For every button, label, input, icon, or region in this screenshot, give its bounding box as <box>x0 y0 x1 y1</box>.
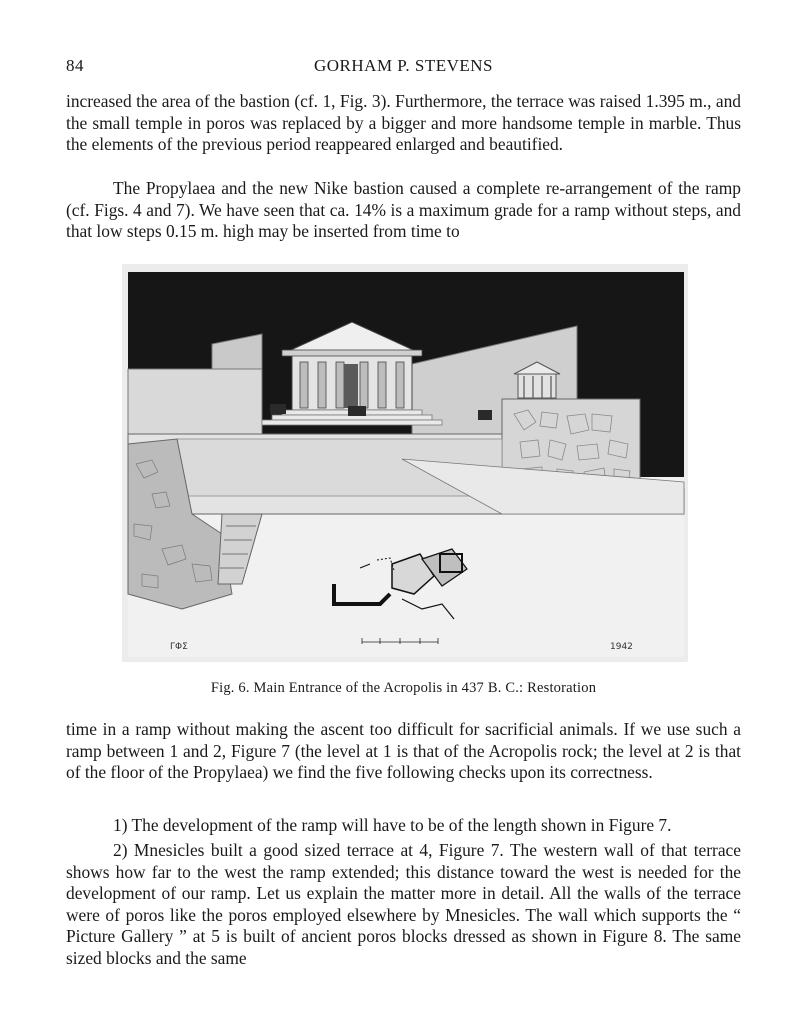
figure-restoration-drawing <box>122 264 688 662</box>
paragraph-1: increased the area of the bastion (cf. 1, Fig. 3). Furthermore, the terrace was raised 1.395 m., and the small temple in poros was replaced by a bigger and more handsome temple in marble. Thus the elements of the previous period reappeared enlarged and beautified. <box>66 91 741 155</box>
drawing-date: 1942 <box>610 642 633 652</box>
paragraph-5: 2) Mnesicles built a good sized terrace at 4, Figure 7. The western wall of that terrace shows how far to the west the ramp extended; this distance toward the west is needed for the development of our ramp. Let us explain the matter more in detail. All the walls of the terrace were of poros like the poros employed elsewhere by Mnesicles. The wall which supports the “ Picture Gallery ” at 5 is built of ancient poros blocks dressed as shown in Figure 8. The same sized blocks and the same <box>66 840 741 968</box>
restoration-drawing <box>122 264 688 662</box>
figure-caption: Fig. 6. Main Entrance of the Acropolis in 437 B. C.: Restoration <box>210 680 597 696</box>
page-header <box>66 56 741 78</box>
paragraph-2: The Propylaea and the new Nike bastion caused a complete re-arrangement of the ramp (cf. Figs. 4 and 7). We have seen that ca. 14% is a maximum grade for a ramp without steps, and that low steps 0.15 m. high may be inserted from time to <box>66 178 741 242</box>
running-title: GORHAM P. STEVENS <box>314 56 493 75</box>
artist-signature: ΓΦΣ <box>170 642 188 652</box>
paragraph-3: time in a ramp without making the ascent too difficult for sacrificial animals. If we use such a ramp between 1 and 2, Figure 7 (the level at 1 is that of the Acropolis rock; the level at 2 is that of the floor of the Propylaea) we find the five following checks upon its correctness. <box>66 719 741 783</box>
page-number: 84 <box>66 56 84 75</box>
paragraph-4: 1) The development of the ramp will have to be of the length shown in Figure 7. <box>113 815 672 835</box>
